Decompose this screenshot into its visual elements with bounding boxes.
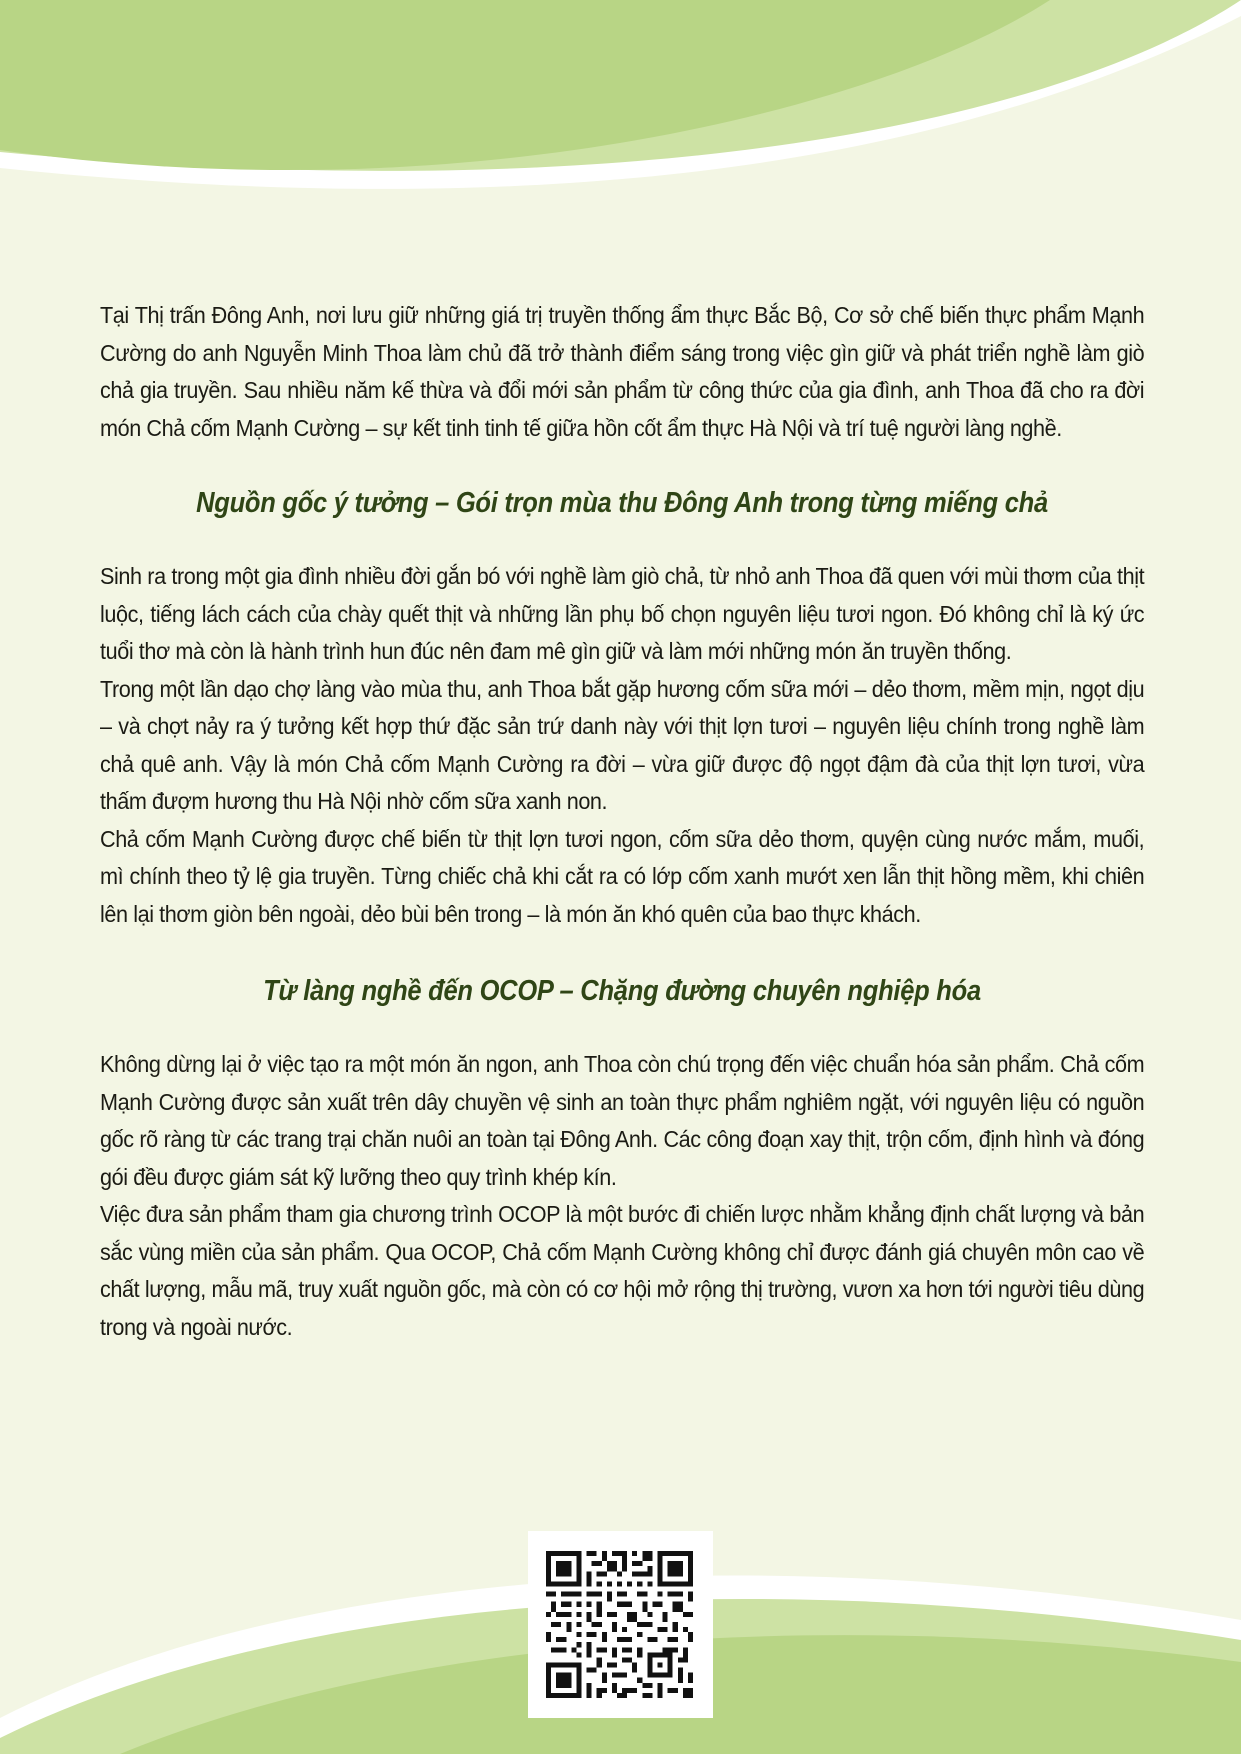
origin-paragraph-2: Trong một lần dạo chợ làng vào mùa thu, anh Thoa bắt gặp hương cốm sữa mới – dẻo thơm, mềm mịn, ngọt dịu – và chợt nảy ra ý tưởng kết hợp thứ đặc sản trứ danh này với thịt lợn tươi – nguyên liệu chính trong nghề làm chả quê anh. Vậy là món Chả cốm Mạnh Cường ra đời – vừa giữ được độ ngọt đậm đà của thịt lợn tươi, vừa thấm đượm hương thu Hà Nội nhờ cốm sữa xanh non. (100, 675, 1145, 814)
qr-code[interactable] (528, 1531, 713, 1718)
origin-paragraph-1: Sinh ra trong một gia đình nhiều đời gắn bó với nghề làm giò chả, từ nhỏ anh Thoa đã quen với mùi thơm của thịt luộc, tiếng lách cách của chày quết thịt và những lần phụ bố chọn nguyên liệu tươi ngon. Đó không chỉ là ký ức tuổi thơ mà còn là hành trình hun đúc nên đam mê gìn giữ và làm mới những món ăn truyền thống. (100, 563, 1145, 664)
section-heading-ocop: Từ làng nghề đến OCOP – Chặng đường chuyên nghiệp hóa (263, 975, 981, 1007)
ocop-paragraph-1: Không dừng lại ở việc tạo ra một món ăn ngon, anh Thoa còn chú trọng đến việc chuẩn hóa sản phẩm. Chả cốm Mạnh Cường được sản xuất trên dây chuyền vệ sinh an toàn thực phẩm nghiêm ngặt, với nguyên liệu có nguồn gốc rõ ràng từ các trang trại chăn nuôi an toàn tại Đông Anh. Các công đoạn xay thịt, trộn cốm, định hình và đóng gói đều được giám sát kỹ lưỡng theo quy trình khép kín. (100, 1051, 1145, 1190)
intro-paragraph: Tại Thị trấn Đông Anh, nơi lưu giữ những giá trị truyền thống ẩm thực Bắc Bộ, Cơ sở chế biến thực phẩm Mạnh Cường do anh Nguyễn Minh Thoa làm chủ đã trở thành điểm sáng trong việc gìn giữ và phát triển nghề làm giò chả gia truyền. Sau nhiều năm kế thừa và đổi mới sản phẩm từ công thức của gia đình, anh Thoa đã cho ra đời món Chả cốm Mạnh Cường – sự kết tinh tinh tế giữa hồn cốt ẩm thực Hà Nội và trí tuệ người làng nghề. (100, 302, 1145, 441)
article (100, 297, 1144, 1346)
origin-paragraph-3: Chả cốm Mạnh Cường được chế biến từ thịt lợn tươi ngon, cốm sữa dẻo thơm, quyện cùng nước mắm, muối, mì chính theo tỷ lệ gia truyền. Từng chiếc chả khi cắt ra có lớp cốm xanh mướt xen lẫn thịt hồng mềm, khi chiên lên lại thơm giòn bên ngoài, dẻo bùi bên trong – là món ăn khó quên của bao thực khách. (100, 825, 1145, 927)
ocop-paragraph-2: Việc đưa sản phẩm tham gia chương trình OCOP là một bước đi chiến lược nhằm khẳng định chất lượng và bản sắc vùng miền của sản phẩm. Qua OCOP, Chả cốm Mạnh Cường không chỉ được đánh giá chuyên môn cao về chất lượng, mẫu mã, truy xuất nguồn gốc, mà còn có cơ hội mở rộng thị trường, vươn xa hơn tới người tiêu dùng trong và ngoài nước. (100, 1201, 1145, 1340)
section-heading-origin: Nguồn gốc ý tưởng – Gói trọn mùa thu Đông Anh trong từng miếng chả (196, 487, 1048, 519)
qr-code-icon (546, 1551, 693, 1698)
